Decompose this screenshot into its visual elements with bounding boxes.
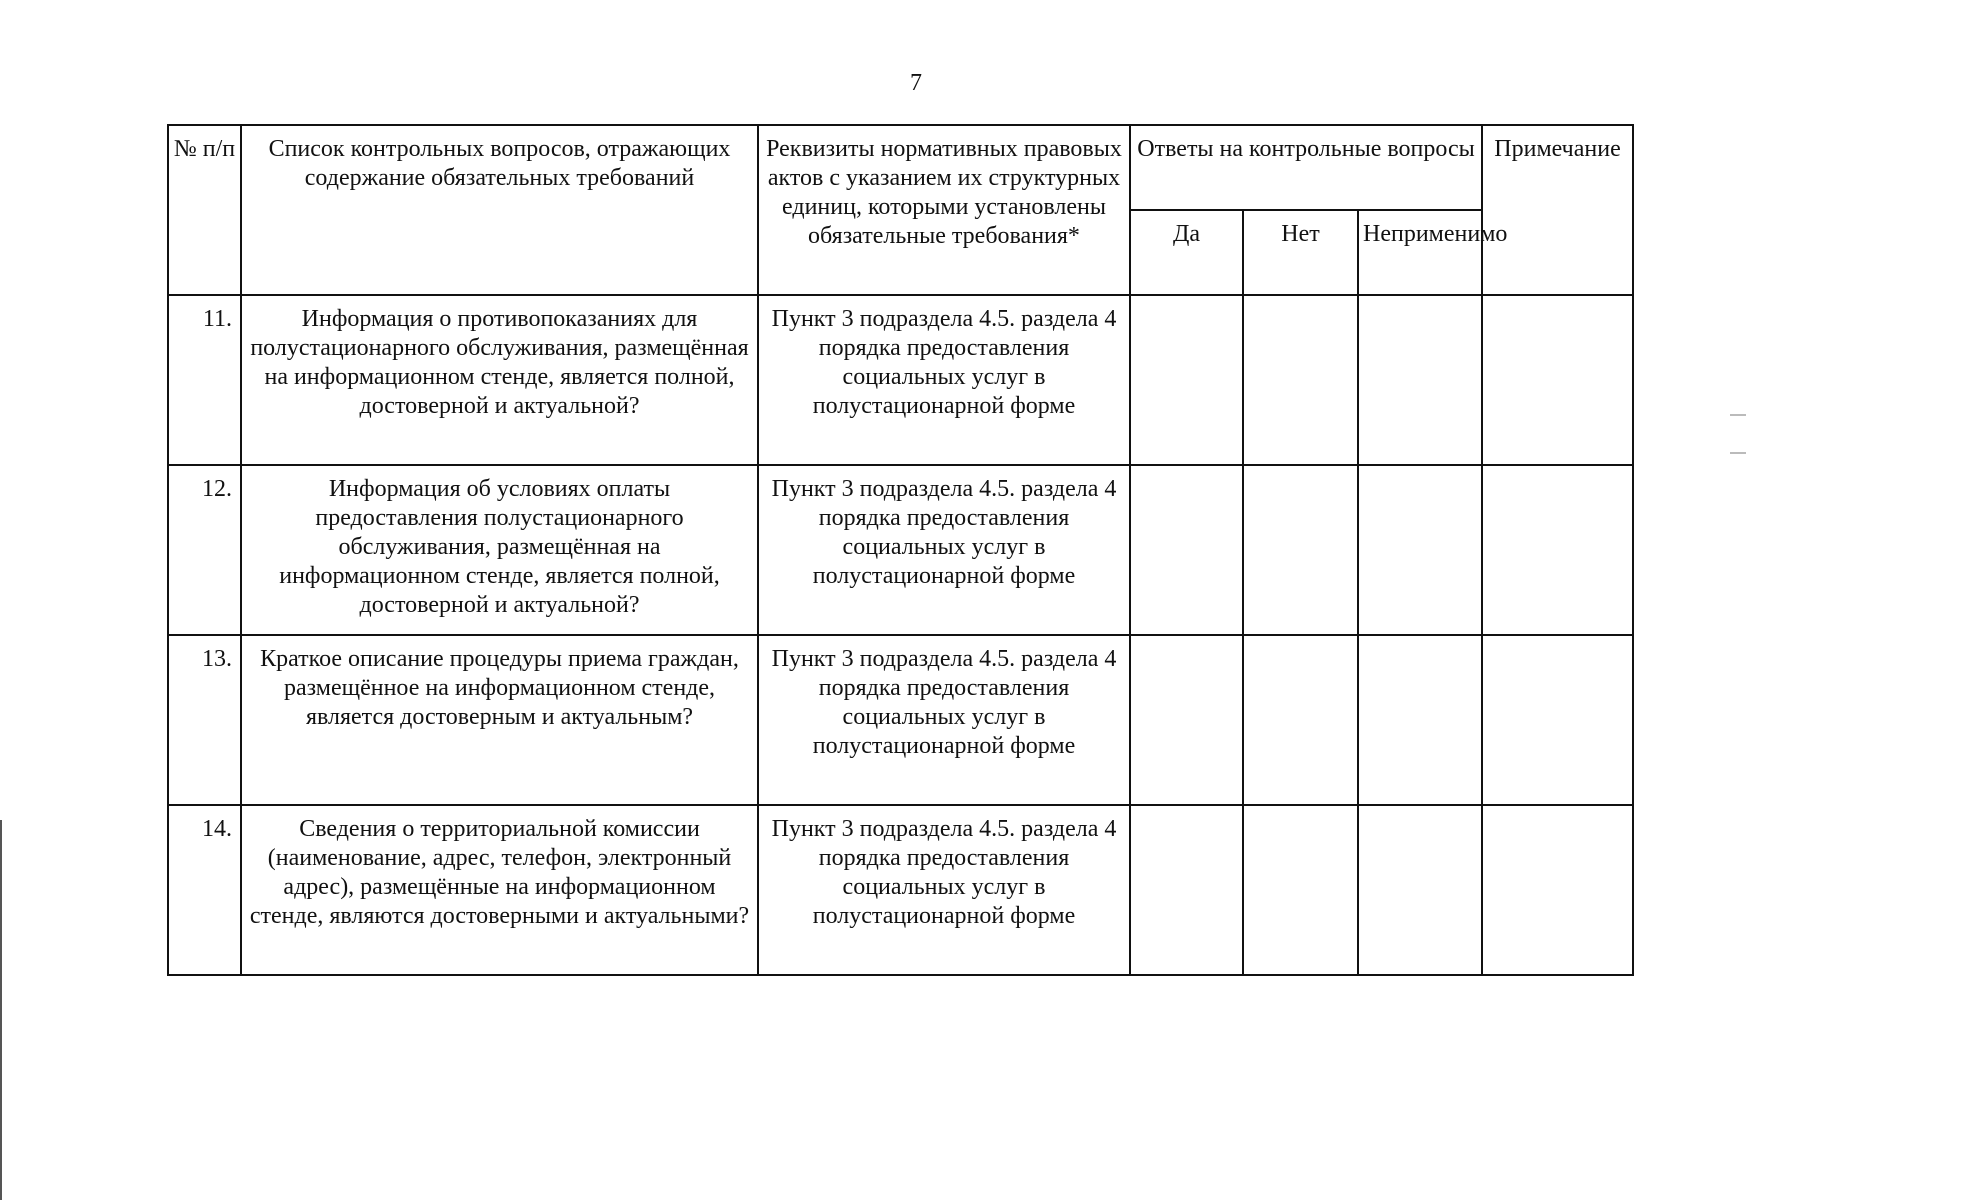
header-answer-yes: Да: [1130, 210, 1243, 295]
table-row: [168, 805, 1633, 975]
answer-na-cell[interactable]: [1358, 295, 1482, 465]
row-question: Сведения о территориальной комиссии (наименование, адрес, телефон, электронный адрес), размещённые на информационном стенде, являются достоверными и актуальными?: [241, 805, 758, 975]
answer-na-cell[interactable]: [1358, 465, 1482, 635]
table-row: [168, 635, 1633, 805]
row-question: Краткое описание процедуры приема граждан, размещённое на информационном стенде, является достоверным и актуальным?: [241, 635, 758, 805]
answer-no-cell[interactable]: [1243, 295, 1358, 465]
answer-yes-cell[interactable]: [1130, 465, 1243, 635]
answer-na-cell[interactable]: [1358, 805, 1482, 975]
note-cell[interactable]: [1482, 805, 1633, 975]
row-question: Информация об условиях оплаты предоставления полустационарного обслуживания, размещённая на информационном стенде, является полной, достоверной и актуальной?: [241, 465, 758, 635]
header-requisites: [758, 125, 1130, 295]
row-question: Информация о противопоказаниях для полустационарного обслуживания, размещённая на информационном стенде, является полной, достоверной и актуальной?: [241, 295, 758, 465]
page-number: 7: [910, 70, 922, 96]
row-requisites: Пункт 3 подраздела 4.5. раздела 4 порядка предоставления социальных услуг в полустационарной форме: [758, 635, 1130, 805]
note-cell[interactable]: [1482, 295, 1633, 465]
row-number: 12.: [168, 465, 241, 635]
row-number: 13.: [168, 635, 241, 805]
header-answer-na: Неприменимо: [1358, 210, 1482, 295]
row-requisites: Пункт 3 подраздела 4.5. раздела 4 порядка предоставления социальных услуг в полустационарной форме: [758, 295, 1130, 465]
row-requisites: Пункт 3 подраздела 4.5. раздела 4 порядка предоставления социальных услуг в полустационарной форме: [758, 805, 1130, 975]
header-row: [168, 125, 1633, 210]
scan-mark: [1730, 452, 1746, 454]
scan-mark: [1730, 414, 1746, 416]
row-requisites: Пункт 3 подраздела 4.5. раздела 4 порядка предоставления социальных услуг в полустационарной форме: [758, 465, 1130, 635]
header-num: № п/п: [168, 125, 241, 295]
table-row: [168, 295, 1633, 465]
header-question: Список контрольных вопросов, отражающих содержание обязательных требований: [241, 125, 758, 295]
note-cell[interactable]: [1482, 635, 1633, 805]
header-note: Примечание: [1482, 125, 1633, 295]
note-cell[interactable]: [1482, 465, 1633, 635]
row-number: 14.: [168, 805, 241, 975]
answer-yes-cell[interactable]: [1130, 805, 1243, 975]
table-row: [168, 465, 1633, 635]
checklist-table: [167, 124, 1634, 976]
scan-edge: [0, 820, 2, 1200]
answer-yes-cell[interactable]: [1130, 635, 1243, 805]
answer-no-cell[interactable]: [1243, 465, 1358, 635]
row-number: 11.: [168, 295, 241, 465]
header-requisites-text: Реквизиты нормативных правовых актов с указанием их структурных единиц, которыми установлены обязательные требования*: [766, 136, 1122, 249]
answer-no-cell[interactable]: [1243, 805, 1358, 975]
answer-no-cell[interactable]: [1243, 635, 1358, 805]
answer-na-cell[interactable]: [1358, 635, 1482, 805]
header-answer-no: Нет: [1243, 210, 1358, 295]
header-answers: Ответы на контрольные вопросы: [1130, 125, 1482, 210]
answer-yes-cell[interactable]: [1130, 295, 1243, 465]
